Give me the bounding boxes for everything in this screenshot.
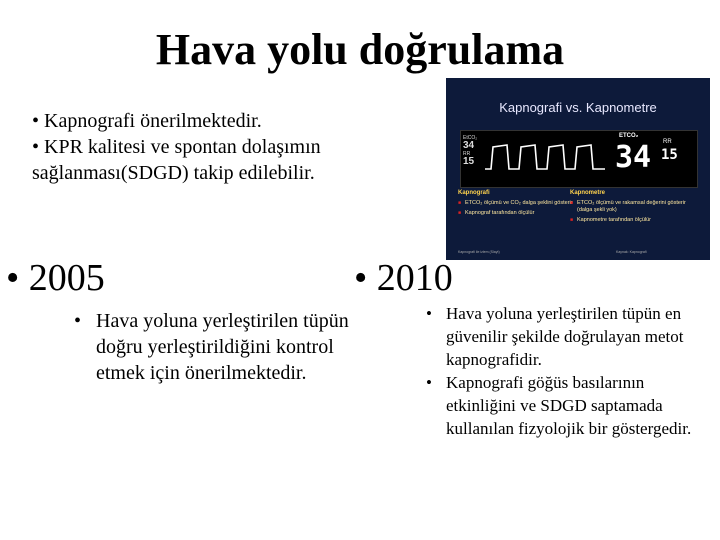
capnography-item: ■ Kapnograf tarafından ölçülür (458, 210, 578, 217)
capnography-image-title: Kapnografi vs. Kapnometre (499, 100, 657, 115)
slide-footer-right: Kaynak: Kapnografi (616, 250, 647, 254)
monitor-label-rr: RR (463, 151, 471, 157)
monitor-value-rr: 15 (463, 156, 475, 167)
capnography-item: ■ ETCO₂ ölçümü ve CO₂ dalga şeklini gösterir (458, 200, 578, 207)
monitor-left-readout (463, 135, 477, 167)
capnogram-waveform (485, 139, 605, 175)
rr-value: 15 (661, 147, 678, 163)
monitor-value-etco2: 34 (463, 140, 475, 151)
list-item-text: Hava yoluna yerleştirilen tüpün doğru yerleştirildiğini kontrol etmek için önerilmektedir. (96, 310, 349, 384)
capnography-image (446, 78, 710, 260)
monitor-label-etco2: EtCO₂ (463, 135, 478, 141)
year-2005-heading: • 2005 (6, 257, 105, 299)
guideline-2010-list (426, 302, 716, 440)
list-item (426, 371, 716, 440)
capnometry-item: ■ Kapnometre tarafından ölçülür (570, 217, 690, 224)
capnometry-column (570, 190, 690, 227)
guideline-2005-list (74, 308, 364, 386)
list-item-text: Hava yoluna yerleştirilen tüpün en güvenilir şekilde doğrulayan metot kapnografidir. (446, 304, 684, 369)
bullet-mark: • (74, 310, 82, 332)
bullet-mark: • (426, 373, 432, 392)
capnography-column-head: Kapnografi (458, 190, 490, 196)
rr-label: RR (663, 139, 672, 145)
slide-footer-left: Kapnografi ile izlem (Slayt) (458, 250, 500, 254)
bullet-mark: • (426, 304, 432, 323)
capnometry-item: ■ ETCO₂ ölçümü ve rakamsal değerini gösterir (dalga şekli yok) (570, 200, 690, 214)
capnography-column (458, 190, 578, 220)
etco2-label: ETCO₂ (619, 133, 639, 139)
monitor-screen (460, 130, 698, 188)
intro-line-1: • Kapnografi önerilmektedir. (32, 110, 262, 132)
year-2010-heading: • 2010 (354, 257, 453, 299)
etco2-value: 34 (615, 140, 652, 175)
capnometry-column-head: Kapnometre (570, 190, 606, 196)
intro-line-2: • KPR kalitesi ve spontan dolaşımın (32, 136, 321, 158)
slide-title: Hava yolu doğrulama (155, 25, 565, 74)
intro-text (32, 108, 442, 186)
list-item-text: Kapnografi göğüs basılarının etkinliğini ve SDGD saptamada kullanılan fizyolojik bir göstergedir. (446, 373, 692, 438)
list-item (426, 302, 716, 371)
intro-line-3: sağlanması(SDGD) takip edilebilir. (32, 162, 315, 184)
list-item (74, 308, 364, 386)
